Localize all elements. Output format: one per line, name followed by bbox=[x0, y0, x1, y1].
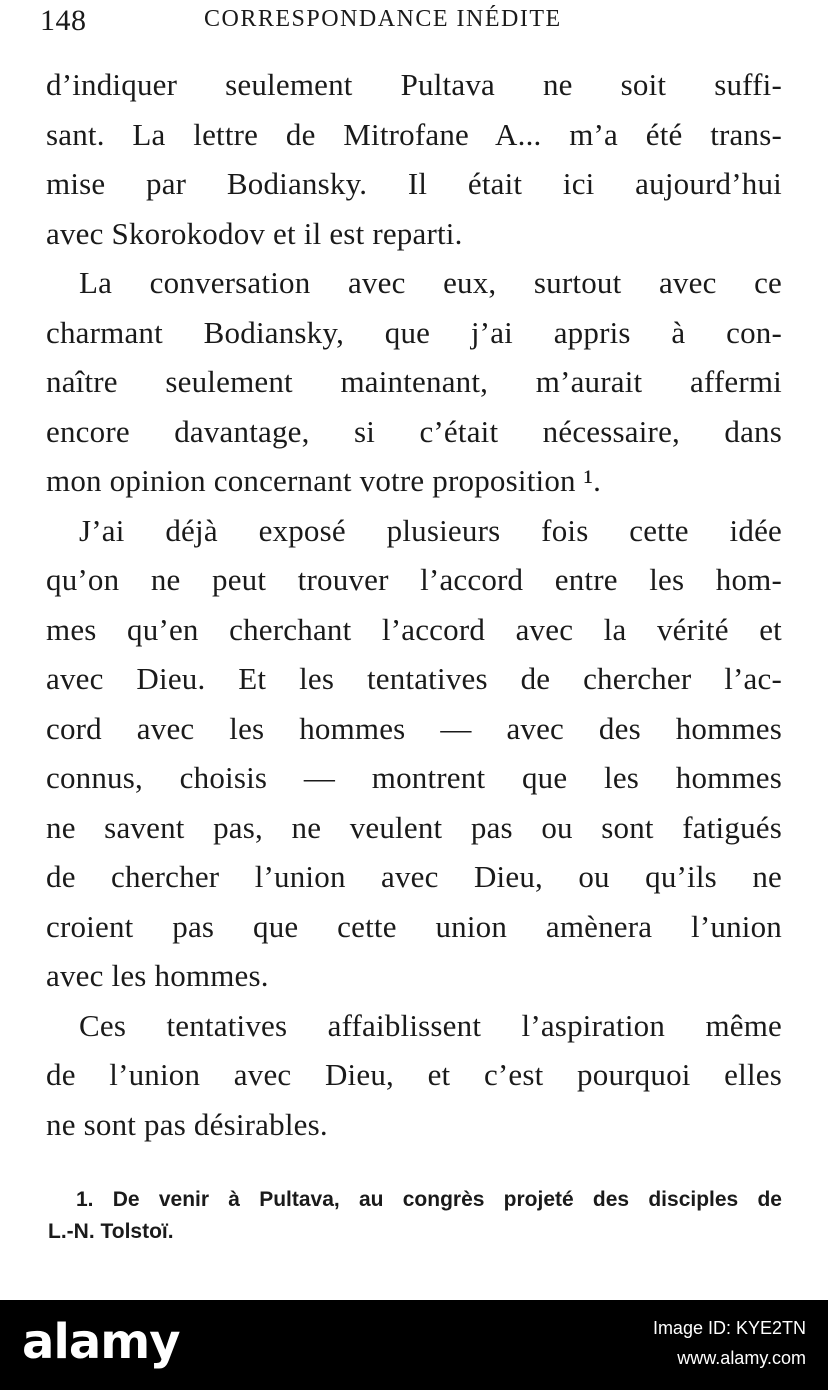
text-line: qu’on ne peut trouver l’accord entre les hom- bbox=[46, 562, 782, 597]
text-line: croient pas que cette union amènera l’union bbox=[46, 908, 782, 944]
text-line: de l’union avec Dieu, et c’est pourquoi elles bbox=[46, 1057, 782, 1092]
text-line: connus, choisis — montrent que les hommes bbox=[46, 760, 782, 795]
text-line: J’ai déjà exposé plusieurs fois cette idée bbox=[79, 512, 782, 548]
text-line: avec Skorokodov et il est reparti. bbox=[46, 215, 463, 251]
footnote-line: L.-N. Tolstoï. bbox=[48, 1220, 174, 1243]
footnote bbox=[48, 1184, 782, 1248]
text-line: ne sont pas désirables. bbox=[46, 1106, 328, 1142]
page-number: 148 bbox=[40, 4, 87, 37]
watermark-band bbox=[0, 1300, 828, 1390]
running-title: CORRESPONDANCE INÉDITE bbox=[204, 6, 562, 32]
text-line: avec Dieu. Et les tentatives de chercher l’ac- bbox=[46, 661, 782, 696]
body-text bbox=[46, 60, 782, 1149]
running-head bbox=[40, 4, 780, 44]
watermark-image-id: Image ID: KYE2TN bbox=[652, 1318, 806, 1338]
text-line: avec les hommes. bbox=[46, 958, 269, 993]
text-line: mes qu’en cherchant l’accord avec la vérité et bbox=[46, 611, 782, 647]
text-line: charmant Bodiansky, que j’ai appris à con- bbox=[46, 314, 782, 350]
text-line: encore davantage, si c’était nécessaire, dans bbox=[46, 413, 782, 449]
footnote-line: 1. De venir à Pultava, au congrès projeté des disciples de bbox=[76, 1188, 782, 1211]
text-line: mon opinion concernant votre proposition ¹. bbox=[46, 463, 602, 498]
text-line: cord avec les hommes — avec des hommes bbox=[46, 710, 782, 746]
text-line: mise par Bodiansky. Il était ici aujourd’hui bbox=[46, 166, 782, 201]
text-line: ne savent pas, ne veulent pas ou sont fatigués bbox=[46, 809, 782, 845]
text-line: d’indiquer seulement Pultava ne soit suffi- bbox=[46, 67, 782, 102]
text-line: La conversation avec eux, surtout avec ce bbox=[79, 265, 782, 300]
text-line: sant. La lettre de Mitrofane A... m’a été trans- bbox=[46, 116, 782, 152]
text-line: naître seulement maintenant, m’aurait affermi bbox=[46, 364, 782, 399]
text-line: de chercher l’union avec Dieu, ou qu’ils ne bbox=[46, 859, 782, 894]
text-line: Ces tentatives affaiblissent l’aspiration même bbox=[79, 1007, 782, 1043]
watermark-url: www.alamy.com bbox=[677, 1348, 806, 1368]
watermark-logo: alamy bbox=[22, 1314, 180, 1370]
